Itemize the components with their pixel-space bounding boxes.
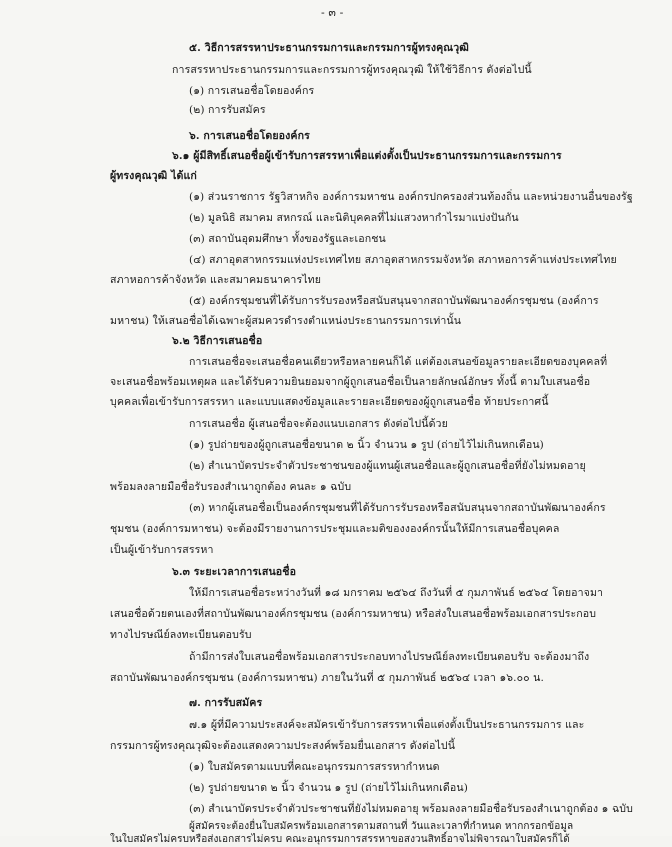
section-6-1-heading: ๖.๑ ผู้มีสิทธิ์เสนอชื่อผู้เข้ารับการสรรหาเพื่อแต่งตั้งเป็นประธานกรรมการและกรรมการ bbox=[172, 150, 562, 162]
section-6-1-item-4: (๔) สภาอุตสาหกรรมแห่งประเทศไทย สภาอุตสาหกรรมจังหวัด สภาหอการค้าแห่งประเทศไทย bbox=[189, 254, 617, 266]
section-6-3-heading: ๖.๓ ระยะเวลาการเสนอชื่อ bbox=[172, 566, 297, 578]
section-6-2-para-2: จะเสนอชื่อพร้อมเหตุผล และได้รับความยินยอมจากผู้ถูกเสนอชื่อเป็นลายลักษณ์อักษร ทั้งนี้ ตามใบเสนอชื่อ bbox=[110, 376, 591, 388]
section-7-1-note-1: ผู้สมัครจะต้องยื่นใบสมัครพร้อมเอกสารตามสถานที่ วันและเวลาที่กำหนด หากกรอกข้อมูล bbox=[189, 821, 574, 832]
section-6-2-heading: ๖.๒ วิธีการเสนอชื่อ bbox=[172, 335, 263, 347]
section-6-1-item-5-cont: มหาชน) ให้เสนอชื่อได้เฉพาะผู้สมควรดำรงตำแหน่งประธานกรรมการเท่านั้น bbox=[110, 315, 462, 327]
page-number: - ๓ - bbox=[321, 6, 344, 19]
section-5-item-1: (๑) การเสนอชื่อโดยองค์กร bbox=[189, 85, 315, 97]
section-7-1-item-3: (๓) สำเนาบัตรประจำตัวประชาชนที่ยังไม่หมดอายุ พร้อมลงลายมือชื่อรับรองสำเนาถูกต้อง ๑ ฉบับ bbox=[189, 803, 633, 815]
section-6-2-item-3-cont: ชุมชน (องค์การมหาชน) จะต้องมีรายงานการประชุมและมติของงองค์กรนั้นให้มีการเสนอชื่อบุคคล bbox=[110, 523, 560, 535]
section-6-3-para-2: เสนอชื่อด้วยตนเองที่สถาบันพัฒนาองค์กรชุมชน (องค์การมหาชน) หรือส่งใบเสนอชื่อพร้อมเอกสารประกอบ bbox=[110, 608, 597, 620]
section-5-heading: ๕. วิธีการสรรหาประธานกรรมการและกรรมการผู้ทรงคุณวุฒิ bbox=[189, 42, 469, 54]
section-6-3-para-1: ให้มีการเสนอชื่อระหว่างวันที่ ๑๘ มกราคม ๒๕๖๔ ถึงวันที่ ๕ กุมภาพันธ์ ๒๕๖๔ โดยอาจมา bbox=[189, 587, 604, 599]
section-6-3-para-5: สถาบันพัฒนาองค์กรชุมชน (องค์การมหาชน) ภายในวันที่ ๕ กุมภาพันธ์ ๒๕๖๔ เวลา ๑๖.๐๐ น. bbox=[110, 672, 544, 684]
section-6-2-item-3-cont2: เป็นผู้เข้ารับการสรรหา bbox=[110, 544, 214, 556]
section-6-2-para-1: การเสนอชื่อจะเสนอชื่อคนเดียวหรือหลายคนก็ได้ แต่ต้องเสนอข้อมูลรายละเอียดของบุคคลที่ bbox=[189, 356, 608, 368]
section-5-item-2: (๒) การรับสมัคร bbox=[189, 104, 266, 116]
section-7-1-para-2: กรรมการผู้ทรงคุณวุฒิจะต้องแสดงความประสงค์พร้อมยื่นเอกสาร ดังต่อไปนี้ bbox=[110, 740, 456, 752]
section-6-1-item-3: (๓) สถาบันอุดมศึกษา ทั้งของรัฐและเอกชน bbox=[189, 233, 386, 245]
section-6-2-item-1: (๑) รูปถ่ายของผู้ถูกเสนอชื่อขนาด ๒ นิ้ว จำนวน ๑ รูป (ถ่ายไว้ไม่เกินหกเดือน) bbox=[189, 439, 544, 451]
section-6-3-para-3: ทางไปรษณีย์ลงทะเบียนตอบรับ bbox=[110, 629, 252, 641]
section-7-1-item-2: (๒) รูปถ่ายขนาด ๒ นิ้ว จำนวน ๑ รูป (ถ่ายไว้ไม่เกินหกเดือน) bbox=[189, 782, 468, 794]
section-6-1-item-4-cont: สภาหอการค้าจังหวัด และสมาคมธนาคารไทย bbox=[110, 274, 322, 286]
section-6-1-item-2: (๒) มูลนิธิ สมาคม สหกรณ์ และนิติบุคคลที่ไม่แสวงหากำไรมาแบ่งปันกัน bbox=[189, 212, 519, 224]
section-6-1-heading-cont: ผู้ทรงคุณวุฒิ ได้แก่ bbox=[110, 170, 197, 182]
section-6-1-item-1: (๑) ส่วนราชการ รัฐวิสาหกิจ องค์การมหาชน องค์กรปกครองส่วนท้องถิ่น และหน่วยงานอื่นของรัฐ bbox=[189, 191, 633, 203]
section-7-1-note-2: ในใบสมัครไม่ครบหรือส่งเอกสารไม่ครบ คณะอนุกรรมการสรรหาขอสงวนสิทธิ์อาจไม่พิจารณาใบสมัครก็ได้ bbox=[110, 834, 570, 845]
section-6-1-item-5: (๕) องค์กรชุมชนที่ได้รับการรับรองหรือสนับสนุนจากสถาบันพัฒนาองค์กรชุมชน (องค์การ bbox=[189, 295, 599, 307]
section-6-3-para-4: ถ้ามีการส่งใบเสนอชื่อพร้อมเอกสารประกอบทางไปรษณีย์ลงทะเบียนตอบรับ จะต้องมาถึง bbox=[189, 651, 590, 663]
section-7-heading: ๗. การรับสมัคร bbox=[189, 697, 263, 709]
section-6-2-attach-intro: การเสนอชื่อ ผู้เสนอชื่อจะต้องแนบเอกสาร ดังต่อไปนี้ด้วย bbox=[189, 418, 448, 430]
section-6-2-item-2-cont: พร้อมลงลายมือชื่อรับรองสำเนาถูกต้อง คนละ ๑ ฉบับ bbox=[110, 481, 352, 493]
section-7-1-item-1: (๑) ใบสมัครตามแบบที่คณะอนุกรรมการสรรหากำหนด bbox=[189, 761, 440, 773]
section-7-1-para-1: ๗.๑ ผู้ที่มีความประสงค์จะสมัครเข้ารับการสรรหาเพื่อแต่งตั้งเป็นประธานกรรมการ และ bbox=[189, 719, 585, 731]
section-6-2-item-3: (๓) หากผู้เสนอชื่อเป็นองค์กรชุมชนที่ได้รับการรับรองหรือสนับสนุนจากสถาบันพัฒนาองค์กร bbox=[189, 502, 606, 514]
section-6-2-para-3: บุคคลเพื่อเข้ารับการสรรหา และแบบแสดงข้อมูลและรายละเอียดของผู้ถูกเสนอชื่อ ท้ายประกาศนี้ bbox=[110, 396, 549, 408]
section-6-2-item-2: (๒) สำเนาบัตรประจำตัวประชาชนของผู้แทนผู้เสนอชื่อและผู้ถูกเสนอชื่อที่ยังไม่หมดอายุ bbox=[189, 460, 586, 472]
section-5-intro: การสรรหาประธานกรรมการและกรรมการผู้ทรงคุณวุฒิ ให้ใช้วิธีการ ดังต่อไปนี้ bbox=[172, 64, 532, 76]
section-6-heading: ๖. การเสนอชื่อโดยองค์กร bbox=[189, 130, 310, 142]
